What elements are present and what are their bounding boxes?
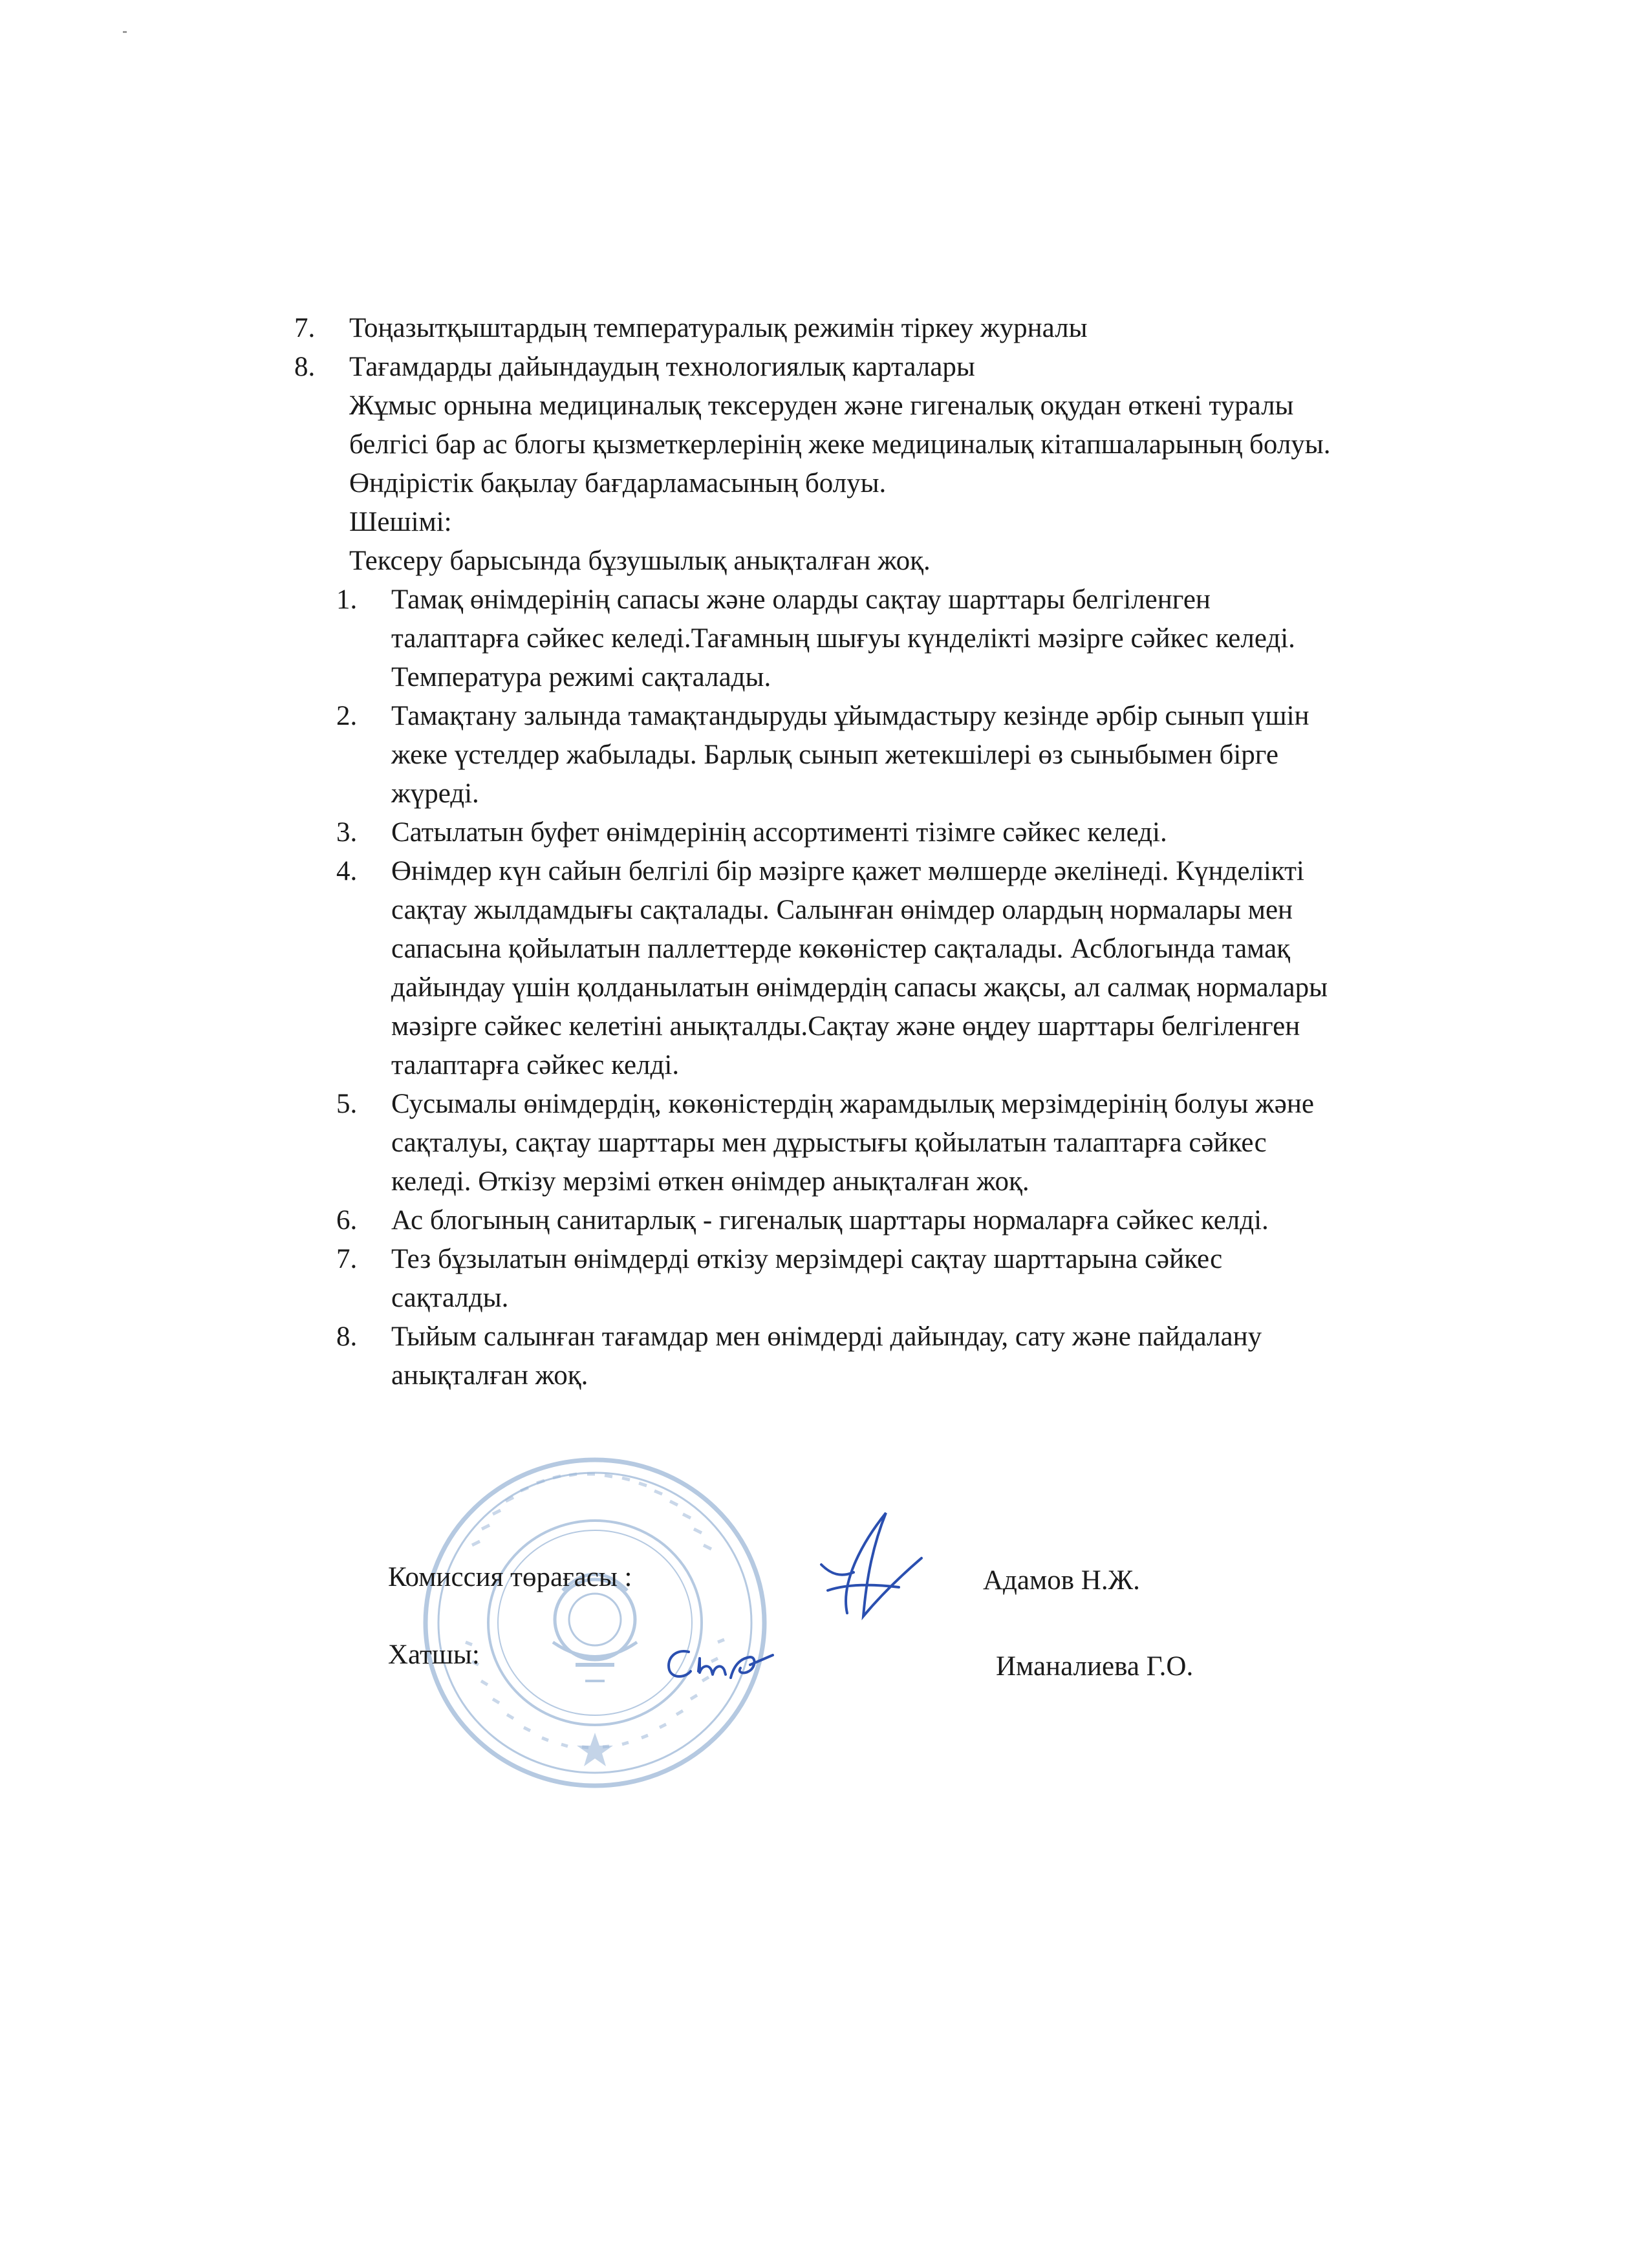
item-line: сақтау жылдамдығы сақталады. Салынған өнімдер олардың нормалары мен [391,895,1293,925]
item-line: талаптарға сәйкес келеді.Тағамның шығуы күнделікті мәзірге сәйкес келеді. [391,623,1295,654]
requirement-item [294,348,1523,387]
chairman-label: Комиссия төрағасы : [388,1562,632,1592]
item-line: сақталуы, сақтау шарттары мен дұрыстығы қойылатын талаптарға сәйкес [391,1128,1267,1158]
item-line: Сатылатын буфет өнімдерінің ассортименті тізімге сәйкес келеді. [391,817,1167,848]
item-line: сапасына қойылатын паллеттерде көкөністер сақталады. Асблогында тамақ [391,934,1291,964]
item-line: сақталды. [391,1283,509,1313]
text-line: Тексеру барысында бұзушылық анықталған жоқ. [349,546,931,576]
decision-item [294,697,1523,813]
item-line: жеке үстелдер жабылады. Барлық сынып жетекшілері өз сыныбымен бірге [391,740,1278,770]
decision-item [294,1318,1523,1395]
item-line: дайындау үшін қолданылатын өнімдердің сапасы жақсы, ал салмақ нормалары [391,972,1328,1003]
decision-item [294,852,1523,1085]
item-line: Тамақ өнімдерінің сапасы және оларды сақтау шарттары белгіленген [391,584,1211,615]
item-line: Сусымалы өнімдердің, көкөністердің жарамдылық мерзімдерінің болуы және [391,1089,1314,1119]
item-line: Ас блогының санитарлық - гигеналық шарттары нормаларға сәйкес келді. [391,1205,1269,1236]
item-line: талаптарға сәйкес келді. [391,1050,680,1080]
item-line: мәзірге сәйкес келетіні анықталды.Сақтау және өңдеу шарттары белгіленген [391,1011,1300,1042]
item-number: 8. [294,352,316,382]
item-line: келеді. Өткізу мерзімі өткен өнімдер анықталған жоқ. [391,1166,1029,1197]
item-number: 4. [336,856,358,886]
decision-heading: Шешімі: [349,507,452,537]
decision-item [294,1201,1523,1240]
secretary-signature-icon [653,1639,782,1697]
scan-mark [123,31,127,33]
item-number: 1. [336,584,358,615]
decision-item [294,581,1523,697]
chairman-signature-icon [802,1487,931,1642]
item-number: 2. [336,701,358,731]
text-line: белгісі бар ас блогы қызметкерлерінің жеке медициналық кітапшаларының болуы. [349,429,1331,460]
text-line: Өндірістік бақылау бағдарламасының болуы. [349,468,887,498]
text-line: Жұмыс орнына медициналық тексеруден және гигеналық оқудан өткені туралы [349,390,1294,421]
item-text: Тоңазытқыштардың температуралық режимін тіркеу журналы [349,313,1088,343]
item-line: анықталған жоқ. [391,1360,588,1391]
chairman-name: Адамов Н.Ж. [983,1565,1140,1596]
official-stamp-icon [414,1448,776,1797]
decision-item [294,813,1523,852]
requirement-item [294,309,1523,348]
item-number: 7. [336,1244,358,1274]
item-line: жүреді. [391,778,479,809]
item-line: Өнімдер күн сайын белгілі бір мәзірге қажет мөлшерде әкелінеді. Күнделікті [391,856,1304,886]
item-line: Температура режимі сақталады. [391,662,771,692]
secretary-name: Иманалиева Г.О. [996,1651,1194,1682]
decision-item [294,1240,1523,1318]
item-line: Тез бұзылатын өнімдерді өткізу мерзімдері сақтау шарттарына сәйкес [391,1244,1223,1274]
secretary-label: Хатшы: [388,1640,480,1670]
item-number: 6. [336,1205,358,1236]
item-number: 7. [294,313,316,343]
decision-item [294,1085,1523,1201]
item-number: 3. [336,817,358,848]
decision-list [294,581,1523,1395]
item-number: 8. [336,1321,358,1352]
item-number: 5. [336,1089,358,1119]
item-line: Тыйым салынған тағамдар мен өнімдерді дайындау, сату және пайдалану [391,1321,1262,1352]
item-text: Тағамдарды дайындаудың технологиялық карталары [349,352,975,382]
item-line: Тамақтану залында тамақтандыруды ұйымдастыру кезінде әрбір сынып үшін [391,701,1310,731]
document-body [294,309,1523,1395]
